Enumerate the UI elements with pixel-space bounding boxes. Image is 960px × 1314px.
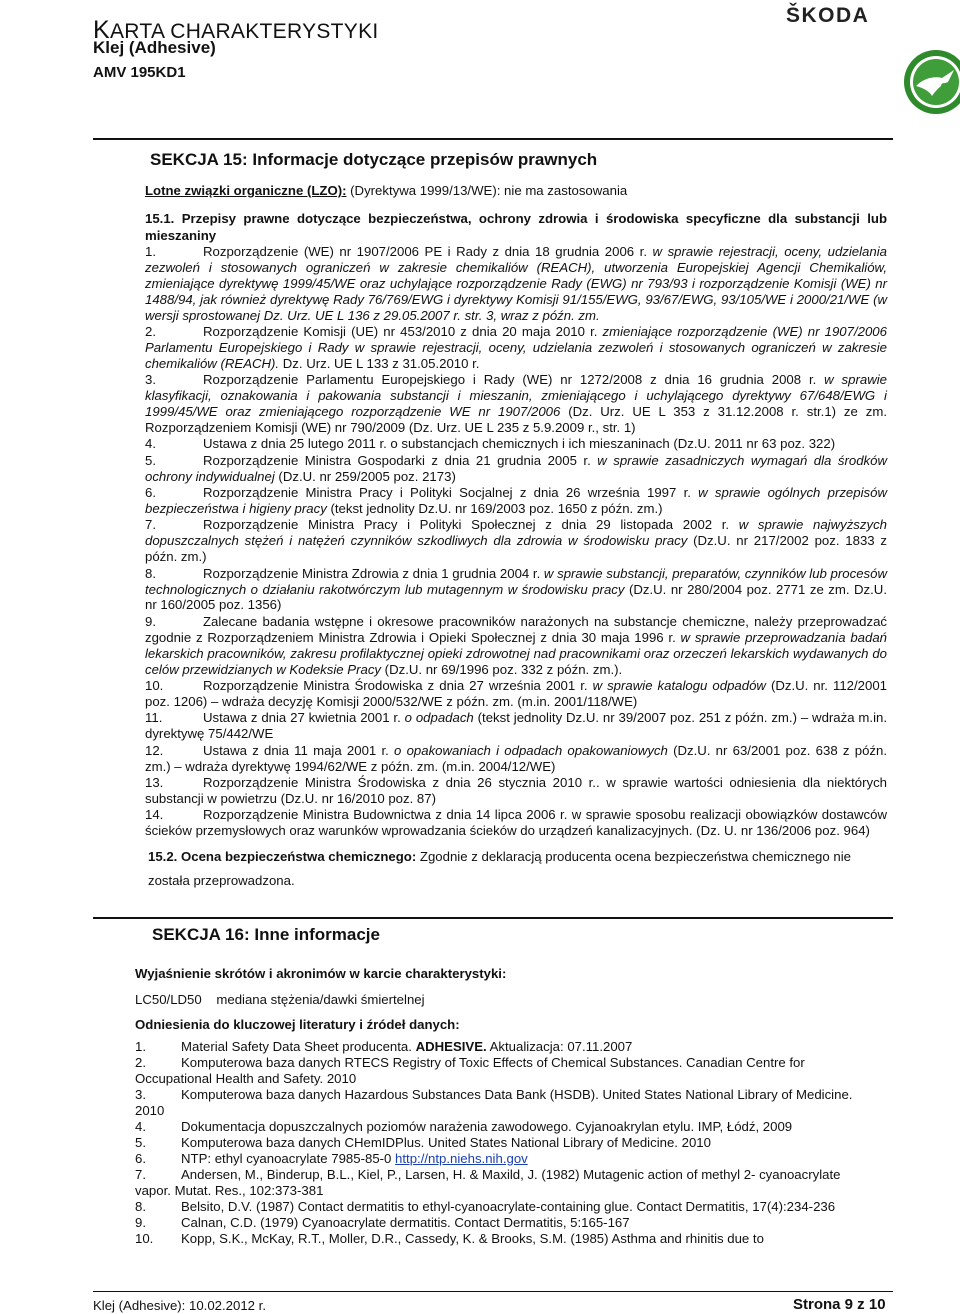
abbreviation-line: LC50/LD50 mediana stężenia/dawki śmiertelnej <box>135 992 425 1007</box>
regulation-number: 8. <box>145 565 156 581</box>
brand-name: ŠKODA <box>786 4 870 27</box>
regulation-citation: (Dz.U. nr. 112/2001 poz. 1206) – wdraża decyzję Komisji 2000/532/WE z późn. zm. (m.in. 2001/118/WE) <box>145 677 887 709</box>
regulation-item <box>145 710 887 742</box>
page-number: Strona 9 z 10 <box>793 1296 886 1313</box>
reference-number: 6. <box>135 1151 146 1166</box>
reference-continuation: vapor. Mutat. Res., 102:373-381 <box>135 1183 324 1198</box>
product-code: AMV 195KD1 <box>93 64 186 81</box>
regulation-citation: (Dz. Urz. UE L 353 z 31.12.2008 r. str.1) ze zm. Rozporządzeniem Komisji (WE) nr 790/2009 (Dz. Urz. UE L 235 z 5.9.2009 r., str. 1) <box>145 404 887 435</box>
reference-text: Komputerowa baza danych Hazardous Substances Data Bank (HSDB). United States National Library of Medicine. <box>181 1087 853 1102</box>
footer-divider <box>93 1291 893 1292</box>
reference-item <box>135 1215 887 1231</box>
regulation-citation: (Dz.U. nr 259/2005 poz. 2173) <box>274 468 456 484</box>
regulation-text: Rozporządzenie Parlamentu Europejskiego i Rady (WE) nr 1272/2008 z dnia 16 grudnia 2008 r. <box>203 372 825 388</box>
document-title: KARTA CHARAKTERYSTYKI <box>93 16 379 44</box>
reference-item <box>135 1087 887 1103</box>
regulation-scope: w sprawie ogólnych przepisów bezpieczeństwa i higieny pracy <box>145 485 887 516</box>
reference-number: 5. <box>135 1135 146 1150</box>
reference-text: Andersen, M., Binderup, B.L., Kiel, P., Larsen, H. & Maxild, J. (1982) Mutagenic action of methyl 2- cyanoacrylate <box>181 1167 841 1182</box>
regulation-text: Rozporządzenie (WE) nr 1907/2006 PE i Rady z dnia 18 grudnia 2006 r. <box>203 244 653 259</box>
regulation-scope: w sprawie rejestracji, oceny, udzielania zezwoleń i stosowanych ograniczeń w zakresie chemikaliów (REACH), utworzenia Europejskiej Agencji Chemikaliów, zmieniające dyrektywę 1999/45/WE oraz uchylające rozporządzenie Rady (EWG) nr 793/93 i rozporządzenie Komisji (WE) nr 1488/94, jak również dyrektywę Rady 76/769/EWG i dyrektywy Komisji 91/155/EWG, 93/67/EWG, 93/105/WE i 2000/21/WE (w wersji sprostowanej Dz. Urz. UE L 136 z 29.05.2007 r. str. 3, wraz z późn. zm. <box>145 244 887 323</box>
reference-continuation: Occupational Health and Safety. 2010 <box>135 1071 357 1086</box>
regulation-scope: w sprawie przeprowadzania badań lekarskich pracowników, zakresu profilaktycznej opieki zdrowotnej nad pracownikami oraz orzeczeń lekarskich wydawanych do celów przewidzianych w Kodeksie Pracy <box>145 629 888 677</box>
regulation-item <box>145 372 887 436</box>
reference-suffix: Aktualizacja: 07.11.2007 <box>486 1039 633 1054</box>
reference-number: 1. <box>135 1039 146 1054</box>
regulation-citation: (tekst jednolity Dz.U. nr 169/2003 poz. 1650 z późn. zm.) <box>326 501 663 516</box>
abbreviations-heading: Wyjaśnienie skrótów i akronimów w karcie charakterystyki: <box>135 966 507 981</box>
reference-text: Calnan, C.D. (1979) Cyanoacrylate dermatitis. Contact Dermatitis, 5:165-167 <box>181 1215 630 1230</box>
regulation-item <box>145 324 887 372</box>
reference-text: Dokumentacja dopuszczalnych poziomów narażenia zawodowego. Cyjanoakrylan etylu. IMP, Łódź, 2009 <box>181 1119 793 1134</box>
regulations-list <box>145 244 887 839</box>
reference-item <box>135 1135 887 1151</box>
regulation-item <box>145 517 887 565</box>
regulation-scope: o odpadach <box>404 710 474 726</box>
reference-item <box>135 1119 887 1135</box>
regulation-number: 4. <box>145 436 156 452</box>
regulation-citation: (Dz.U. nr 280/2004 poz. 2771 ze zm. Dz.U. nr 160/2005 poz. 1356) <box>145 581 887 613</box>
regulation-number: 9. <box>145 613 156 629</box>
regulation-text: Rozporządzenie Ministra Środowiska z dnia 27 września 2001 r. <box>203 677 593 693</box>
regulation-number: 12. <box>145 742 164 758</box>
reference-text: Komputerowa baza danych RTECS Registry of Toxic Effects of Chemical Substances. Canadian Centre for <box>181 1055 805 1070</box>
regulation-item <box>145 678 887 710</box>
reference-item <box>135 1151 887 1167</box>
regulation-scope: zmieniające rozporządzenie (WE) nr 1907/2006 Parlamentu Europejskiego i Rady w sprawie rejestracji, oceny, udzielania zezwoleń i stosowanych ograniczeń w zakresie chemikaliów (REACH). <box>145 324 887 371</box>
reference-item <box>135 1055 887 1071</box>
regulation-scope: w sprawie katalogu odpadów <box>592 677 766 693</box>
reference-number: 8. <box>135 1199 146 1214</box>
document-header <box>93 4 913 96</box>
regulation-number: 7. <box>145 517 156 533</box>
skoda-logo-icon <box>902 48 960 116</box>
header-divider <box>93 138 893 140</box>
reference-text: Komputerowa baza danych CHemIDPlus. United States National Library of Medicine. 2010 <box>181 1135 711 1150</box>
section-15-title: SEKCJA 15: Informacje dotyczące przepisów prawnych <box>150 150 598 169</box>
regulation-item <box>145 436 887 452</box>
footer-date: Klej (Adhesive): 10.02.2012 r. <box>93 1298 267 1313</box>
regulation-citation: (Dz.U. nr 217/2002 poz. 1833 z późn. zm.) <box>145 533 887 565</box>
regulation-item <box>145 775 887 807</box>
regulation-citation: (Dz.U. nr 69/1996 poz. 332 z późn. zm.). <box>381 661 623 677</box>
regulation-text: Rozporządzenie Ministra Budownictwa z dnia 14 lipca 2006 r. w sprawie sposobu realizacji obowiązków dostawców ścieków przemysłowych oraz warunków wprowadzania ścieków do urządzeń kanalizacyjnych. (Dz. U. nr 136/2006 poz. 964) <box>145 807 887 839</box>
references-heading: Odniesienia do kluczowej literatury i źródeł danych: <box>135 1017 460 1032</box>
regulation-item <box>145 807 887 839</box>
reference-number: 3. <box>135 1087 146 1102</box>
regulation-text: Ustawa z dnia 25 lutego 2011 r. o substancjach chemicznych i ich mieszaninach (Dz.U. 2011 nr 63 poz. 322) <box>203 436 836 452</box>
regulation-scope: o opakowaniach i odpadach opakowaniowych <box>394 742 668 758</box>
reference-text: Kopp, S.K., McKay, R.T., Moller, D.R., Cassedy, K. & Brooks, S.M. (1985) Asthma and rhinitis due to <box>181 1231 764 1246</box>
reference-number: 4. <box>135 1119 146 1134</box>
lzo-line: Lotne związki organiczne (LZO): (Dyrektywa 1999/13/WE): nie ma zastosowania <box>145 183 628 198</box>
section-divider <box>93 917 893 919</box>
reference-bold: ADHESIVE. <box>415 1039 487 1054</box>
regulation-text: Rozporządzenie Ministra Pracy i Polityki Socjalnej z dnia 26 września 1997 r. <box>203 485 699 501</box>
reference-number: 9. <box>135 1215 146 1230</box>
regulation-item <box>145 244 887 324</box>
reference-item <box>135 1231 887 1247</box>
regulation-item <box>145 566 887 614</box>
regulation-scope: w sprawie klasyfikacji, oznakowania i pakowania substancji i mieszanin, zmieniającego i uchylającego dyrektywy 67/648/EWG i 1999/45/WE oraz zmieniającego rozporządzenie WE nr 1907/2006 <box>145 372 887 420</box>
reference-item <box>135 1039 887 1055</box>
references-list <box>135 1039 887 1247</box>
regulation-number: 2. <box>145 324 156 340</box>
regulation-citation: (tekst jednolity Dz.U. nr 39/2007 poz. 251 z późn. zm.) – wdraża m.in. dyrektywę 75/442/WE <box>145 710 888 742</box>
reference-continuation: 2010 <box>135 1103 165 1118</box>
regulation-scope: w sprawie zasadniczych wymagań dla środków ochrony indywidualnej <box>145 452 887 484</box>
regulation-text: Rozporządzenie Ministra Pracy i Polityki Społecznej z dnia 29 listopada 2002 r. <box>203 517 739 533</box>
regulation-text: Rozporządzenie Ministra Zdrowia z dnia 1 grudnia 2004 r. <box>203 565 544 581</box>
reference-text: NTP: ethyl cyanoacrylate 7985-85-0 <box>181 1151 396 1166</box>
regulation-citation: Dz. Urz. UE L 133 z 31.05.2010 r. <box>279 355 480 371</box>
regulation-number: 10. <box>145 677 164 693</box>
regulation-number: 5. <box>145 452 156 468</box>
regulation-number: 11. <box>145 710 163 726</box>
regulation-text: Zalecane badania wstępne i okresowe pracowników narażonych na substancje chemiczne, należy przeprowadzać zgodnie z Rozporządzeniem Ministra Zdrowia i Opieki Społecznej z dnia 30 maja 1996 r. <box>145 613 887 645</box>
regulation-item <box>145 453 887 485</box>
regulation-text: Ustawa z dnia 27 kwietnia 2001 r. <box>203 710 405 726</box>
regulation-text: Rozporządzenie Ministra Środowiska z dnia 26 stycznia 2010 r.. w sprawie wartości odniesienia dla niektórych substancji w powietrzu (Dz.U. nr 16/2010 poz. 87) <box>145 774 887 806</box>
product-name: Klej (Adhesive) <box>93 38 216 57</box>
reference-number: 7. <box>135 1167 146 1182</box>
regulation-scope: w sprawie najwyższych dopuszczalnych stężeń i natężeń czynników szkodliwych dla zdrowia w środowisku pracy <box>145 517 887 549</box>
reference-text: Belsito, D.V. (1987) Contact dermatitis to ethyl-cyanoacrylate-containing glue. Contact Dermatitis, 17(4):234-236 <box>181 1199 836 1214</box>
regulation-item <box>145 614 887 678</box>
regulation-item <box>145 743 887 775</box>
regulation-item <box>145 485 887 517</box>
subsection-15-2: 15.2. Ocena bezpieczeństwa chemicznego: Zgodnie z deklaracją producenta ocena bezpieczeństwa chemicznego nie została przeprowadzona. <box>148 849 851 889</box>
section-16 <box>135 965 887 1247</box>
regulation-number: 1. <box>145 244 156 259</box>
regulation-scope: w sprawie substancji, preparatów, czynników lub procesów technologicznych o działaniu rakotwórczym lub mutagennym w środowisku pracy <box>145 565 887 597</box>
section-15 <box>145 150 887 893</box>
reference-link[interactable]: http://ntp.niehs.nih.gov <box>395 1151 528 1166</box>
reference-item <box>135 1199 887 1215</box>
regulation-number: 14. <box>145 807 164 823</box>
reference-text: Material Safety Data Sheet producenta. <box>181 1039 416 1054</box>
reference-number: 2. <box>135 1055 146 1070</box>
regulation-citation: (Dz.U. nr 63/2001 poz. 638 z późn. zm.) – wdraża dyrektywę 1994/62/WE z późn. zm. (m.in. 2004/12/WE) <box>145 742 887 774</box>
regulation-number: 6. <box>145 485 156 501</box>
regulation-text: Rozporządzenie Komisji (UE) nr 453/2010 z dnia 20 maja 2010 r. <box>203 324 603 340</box>
reference-item <box>135 1167 887 1183</box>
regulation-text: Ustawa z dnia 11 maja 2001 r. <box>203 742 395 758</box>
subsection-15-1-title: 15.1. Przepisy prawne dotyczące bezpieczeństwa, ochrony zdrowia i środowiska specyficzne dla substancji lub mieszaniny <box>145 211 887 243</box>
regulation-number: 3. <box>145 372 156 388</box>
regulation-text: Rozporządzenie Ministra Gospodarki z dnia 21 grudnia 2005 r. <box>203 452 598 468</box>
regulation-number: 13. <box>145 774 164 790</box>
reference-number: 10. <box>135 1231 154 1246</box>
section-16-title: SEKCJA 16: Inne informacje <box>152 925 380 944</box>
